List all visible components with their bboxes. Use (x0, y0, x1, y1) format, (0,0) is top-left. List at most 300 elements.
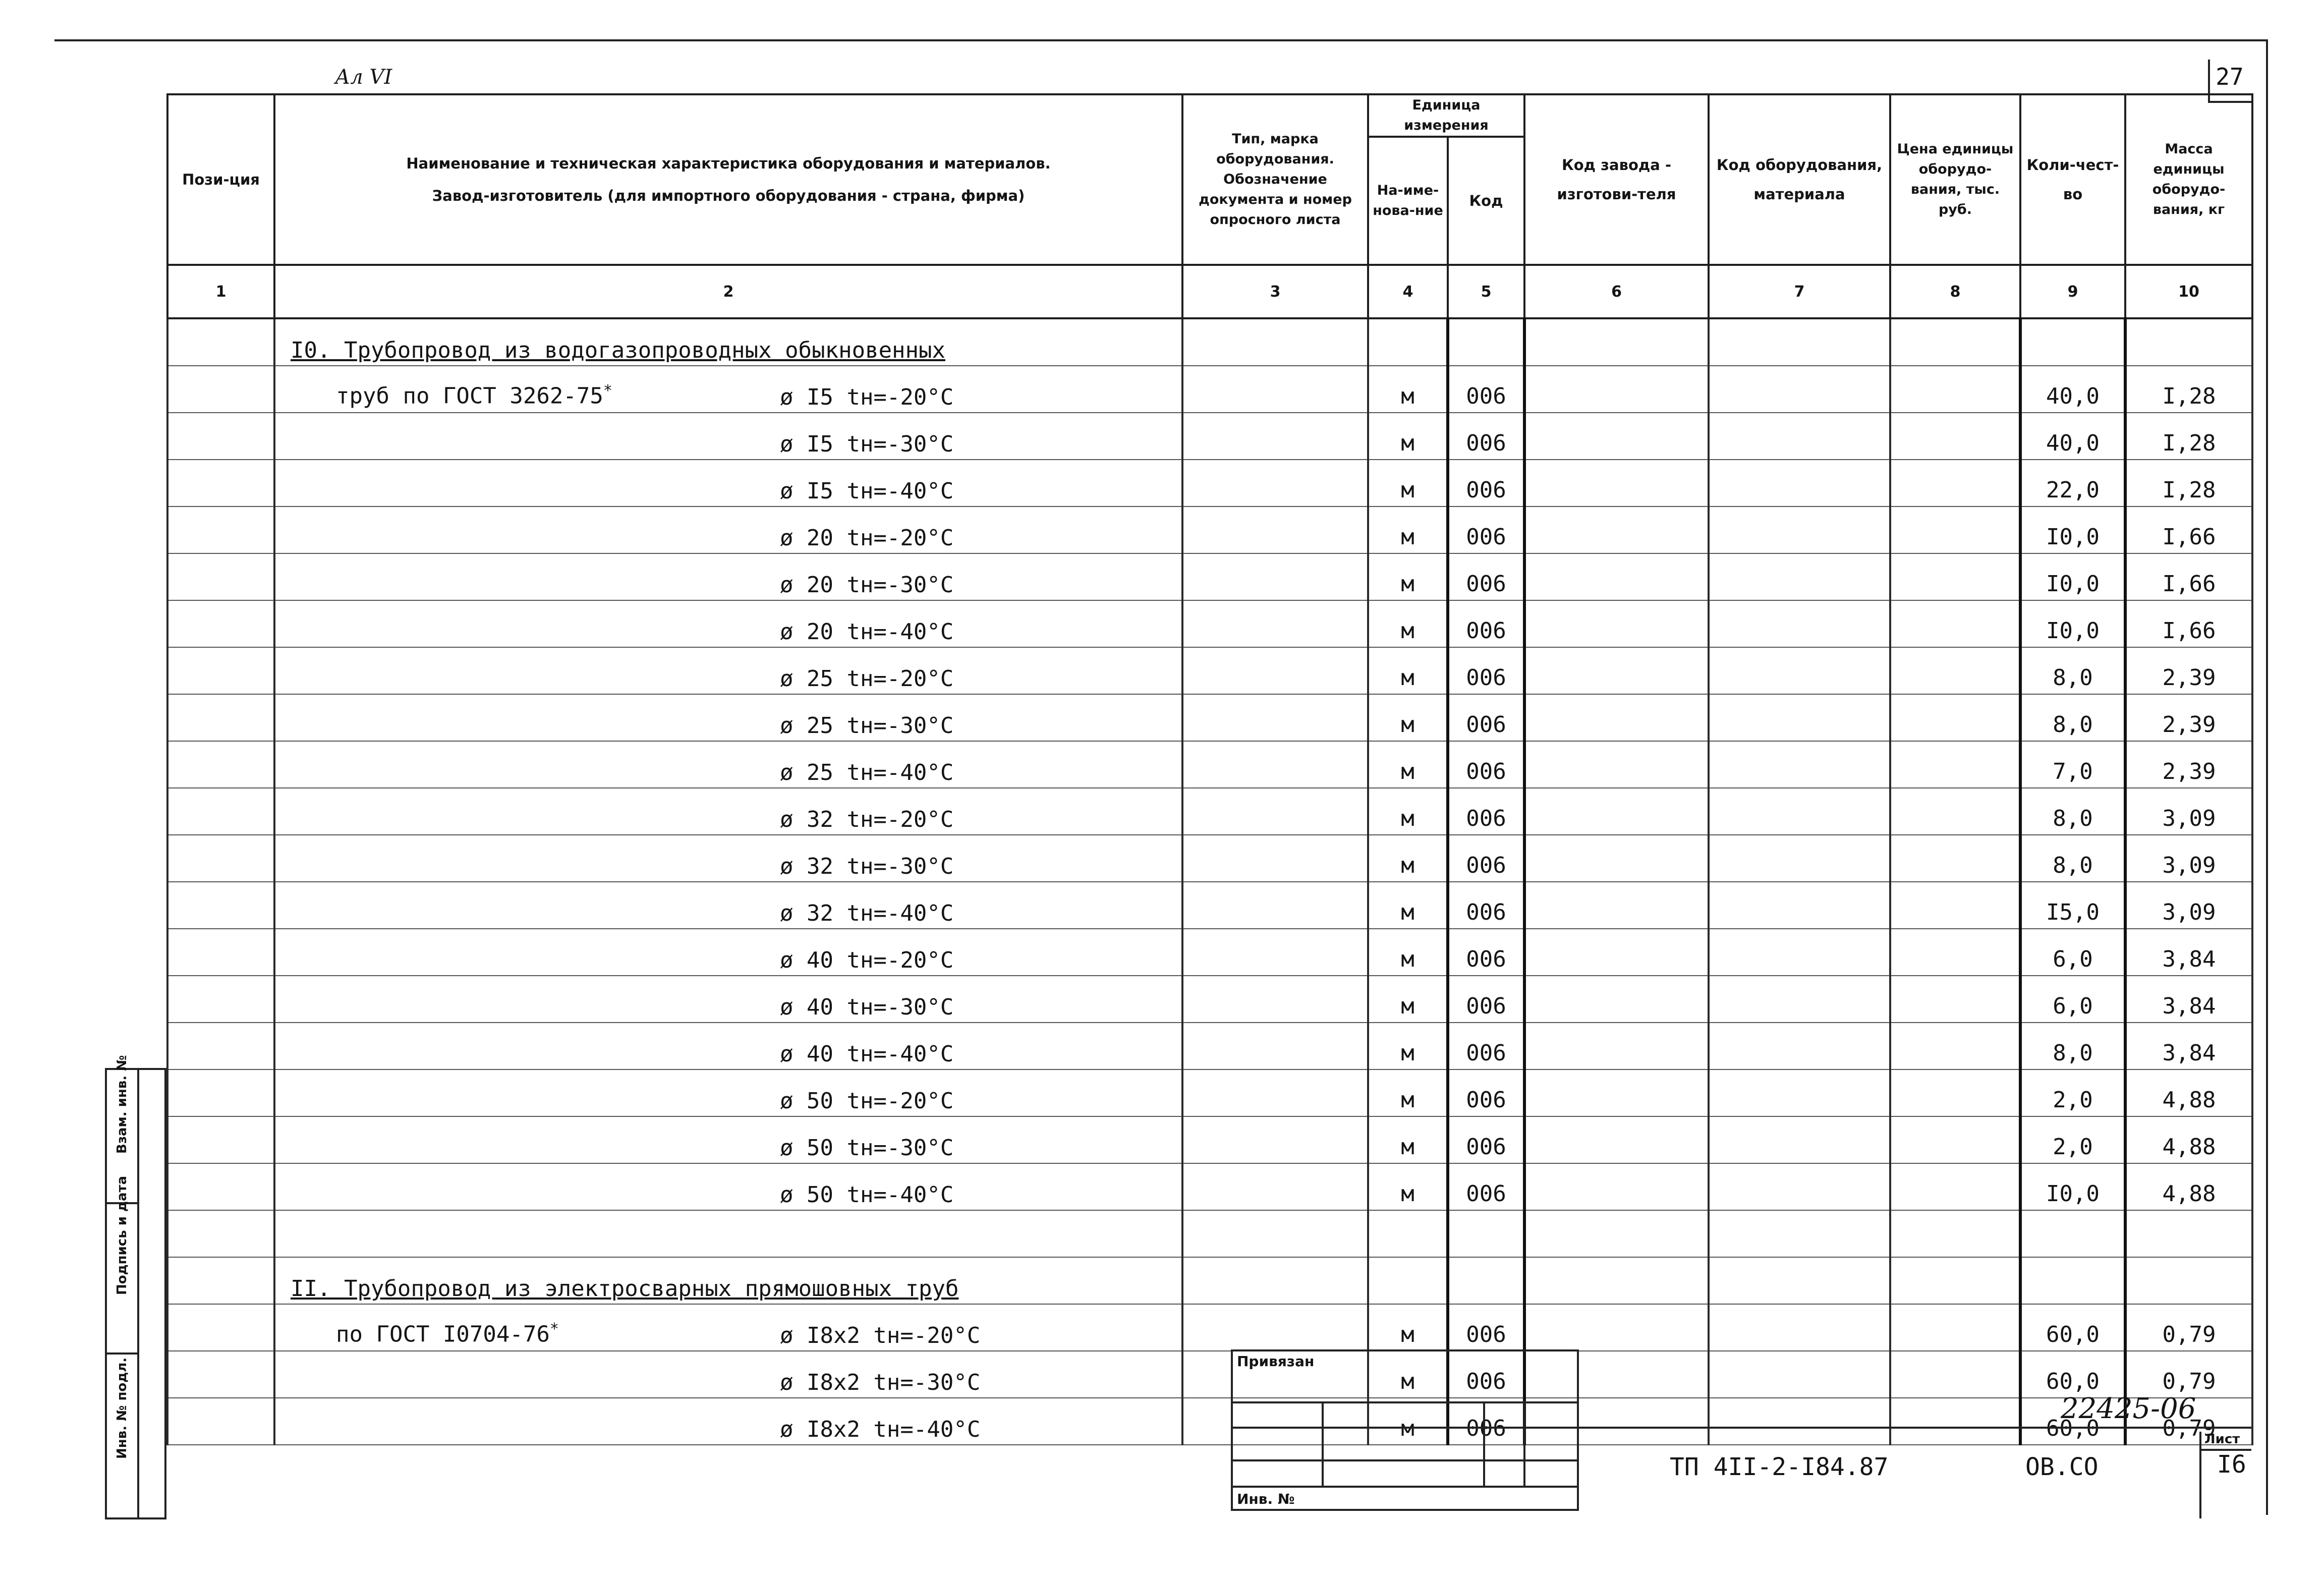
price-cell (1890, 835, 2020, 882)
section-title-wrap (275, 1258, 1181, 1304)
col-num: 4 (1368, 265, 1448, 318)
unit-cell: м (1368, 1069, 1448, 1116)
table-row (167, 1304, 2252, 1351)
pipe-spec: ø 20 tн=-30°C (780, 572, 954, 598)
quantity-cell: 60,0 (2020, 1351, 2125, 1398)
mass-cell: 3,09 (2125, 835, 2252, 882)
quantity-cell: I0,0 (2020, 553, 2125, 600)
position-cell (167, 694, 274, 741)
description-wrap (275, 1070, 1181, 1116)
quantity-cell: 60,0 (2020, 1304, 2125, 1351)
description-wrap (275, 1164, 1181, 1210)
position-cell (167, 318, 274, 366)
empty-cell (1524, 318, 1709, 366)
empty-cell (1448, 1210, 1524, 1257)
equipment-code-cell (1709, 1163, 1890, 1210)
unit-cell: м (1368, 929, 1448, 976)
equipment-code-cell (1709, 882, 1890, 929)
price-cell (1890, 506, 2020, 553)
pipe-spec: ø 25 tн=-20°C (780, 666, 954, 692)
type-cell (1182, 506, 1368, 553)
description-wrap (275, 882, 1181, 928)
position-cell (167, 647, 274, 694)
description-wrap (275, 1023, 1181, 1069)
unit-cell: м (1368, 1351, 1448, 1398)
equipment-code-cell (1709, 600, 1890, 647)
unit-code-cell: 006 (1448, 1023, 1524, 1069)
unit-cell: м (1368, 1163, 1448, 1210)
position-cell (167, 413, 274, 460)
price-cell (1890, 694, 2020, 741)
section-title: II. Трубопровод из электросварных прямошовных труб (291, 1276, 959, 1302)
unit-code-cell: 006 (1448, 460, 1524, 506)
price-cell (1890, 882, 2020, 929)
description-wrap (275, 695, 1181, 741)
description-wrap (275, 413, 1181, 459)
pipe-spec: ø 20 tн=-20°C (780, 525, 954, 551)
pipe-spec: ø 32 tн=-40°C (780, 900, 954, 926)
table-row (167, 506, 2252, 553)
type-cell (1182, 976, 1368, 1023)
inv-number-label: Инв. № (1237, 1491, 1295, 1507)
empty-cell (274, 1210, 1182, 1257)
description-cell (274, 929, 1182, 976)
mass-cell: 4,88 (2125, 1163, 2252, 1210)
empty-cell (1368, 1257, 1448, 1304)
col-num: 9 (2020, 265, 2125, 318)
position-cell (167, 1398, 274, 1445)
quantity-cell: 8,0 (2020, 647, 2125, 694)
equipment-code-cell (1709, 647, 1890, 694)
table-row (167, 882, 2252, 929)
description-wrap (275, 835, 1181, 881)
description-wrap (275, 601, 1181, 647)
equipment-code-cell (1709, 976, 1890, 1023)
mass-cell: 4,88 (2125, 1069, 2252, 1116)
type-cell (1182, 741, 1368, 788)
price-cell (1890, 366, 2020, 413)
price-cell (1890, 647, 2020, 694)
empty-cell (1182, 318, 1368, 366)
plant-code-cell (1524, 741, 1709, 788)
type-cell (1182, 366, 1368, 413)
mass-cell: 3,84 (2125, 976, 2252, 1023)
description-wrap (275, 366, 1181, 412)
col-num: 3 (1182, 265, 1368, 318)
table-row (167, 788, 2252, 835)
unit-code-cell: 006 (1448, 929, 1524, 976)
description-wrap (275, 1398, 1181, 1444)
empty-cell (2020, 1257, 2125, 1304)
unit-cell: м (1368, 506, 1448, 553)
price-cell (1890, 741, 2020, 788)
mass-cell: I,28 (2125, 460, 2252, 506)
table-row (167, 694, 2252, 741)
tb-line (1483, 1401, 1485, 1486)
plant-code-cell (1524, 1069, 1709, 1116)
spacer-row (167, 1210, 2252, 1257)
section-subtitle-text: труб по ГОСТ 3262-75 (336, 383, 603, 409)
unit-cell: м (1368, 1116, 1448, 1163)
empty-cell (167, 1210, 274, 1257)
mass-cell: I,28 (2125, 366, 2252, 413)
type-cell (1182, 1163, 1368, 1210)
unit-cell: м (1368, 647, 1448, 694)
description-cell (274, 835, 1182, 882)
unit-code-cell: 006 (1448, 647, 1524, 694)
price-cell (1890, 929, 2020, 976)
plant-code-cell (1524, 600, 1709, 647)
unit-code-cell: 006 (1448, 741, 1524, 788)
equipment-code-cell (1709, 1304, 1890, 1351)
table-row (167, 976, 2252, 1023)
unit-code-cell: 006 (1448, 835, 1524, 882)
section-subtitle (336, 382, 612, 409)
type-cell (1182, 929, 1368, 976)
pipe-spec: ø 25 tн=-40°C (780, 760, 954, 785)
document-suffix: ОВ.СО (2025, 1453, 2099, 1481)
description-cell (274, 1023, 1182, 1069)
description-cell (274, 647, 1182, 694)
empty-cell (1182, 1210, 1368, 1257)
position-cell (167, 1069, 274, 1116)
table-row (167, 1116, 2252, 1163)
plant-code-cell (1524, 788, 1709, 835)
plant-code-cell (1524, 553, 1709, 600)
plant-code-cell (1524, 882, 1709, 929)
table-row (167, 460, 2252, 506)
col-num: 8 (1890, 265, 2020, 318)
table-row (167, 1023, 2252, 1069)
plant-code-cell (1524, 1304, 1709, 1351)
col-num: 5 (1448, 265, 1524, 318)
plant-code-cell (1524, 506, 1709, 553)
plant-code-cell (1524, 366, 1709, 413)
plant-code-cell (1524, 647, 1709, 694)
header-quantity: Коли-чест-во (2020, 94, 2125, 265)
equipment-code-cell (1709, 506, 1890, 553)
position-cell (167, 1023, 274, 1069)
equipment-code-cell (1709, 1351, 1890, 1398)
unit-code-cell: 006 (1448, 553, 1524, 600)
empty-cell (2020, 318, 2125, 366)
price-cell (1890, 1023, 2020, 1069)
position-cell (167, 506, 274, 553)
empty-cell (1890, 1210, 2020, 1257)
column-number-row (167, 265, 2252, 318)
empty-cell (1448, 318, 1524, 366)
table-row (167, 1069, 2252, 1116)
price-cell (1890, 1116, 2020, 1163)
position-cell (167, 366, 274, 413)
position-cell (167, 835, 274, 882)
unit-cell: м (1368, 976, 1448, 1023)
top-note: Ал VI (335, 66, 392, 89)
price-cell (1890, 1163, 2020, 1210)
price-cell (1890, 553, 2020, 600)
type-cell (1182, 835, 1368, 882)
section-title: I0. Трубопровод из водогазопроводных обыкновенных (291, 337, 946, 363)
pipe-spec: ø 40 tн=-40°C (780, 1041, 954, 1067)
price-cell (1890, 600, 2020, 647)
empty-cell (1368, 318, 1448, 366)
header-row-top (167, 94, 2252, 137)
side-stamp-divider (107, 1352, 137, 1355)
unit-cell: м (1368, 1023, 1448, 1069)
type-cell (1182, 694, 1368, 741)
price-cell (1890, 1351, 2020, 1398)
description-cell (274, 1116, 1182, 1163)
quantity-cell: 8,0 (2020, 694, 2125, 741)
privyazan-label: Привязан (1237, 1353, 1315, 1370)
header-name-line1: Наименование и техническая характеристика оборудования и материалов. (406, 155, 1051, 172)
tb-line (1231, 1459, 1579, 1461)
plant-code-cell (1524, 1023, 1709, 1069)
description-cell (274, 1398, 1182, 1445)
header-name-line2: Завод-изготовитель (для импортного оборудования - страна, фирма) (432, 187, 1025, 204)
unit-code-cell: 006 (1448, 882, 1524, 929)
document-code: ТП 4II-2-I84.87 (1670, 1453, 1889, 1481)
description-wrap (275, 1305, 1181, 1350)
empty-cell (2125, 1210, 2252, 1257)
empty-cell (1182, 1257, 1368, 1304)
position-cell (167, 788, 274, 835)
unit-cell: м (1368, 788, 1448, 835)
asterisk-mark: * (603, 382, 612, 400)
pipe-spec: ø 32 tн=-30°C (780, 854, 954, 879)
empty-cell (2125, 318, 2252, 366)
description-cell (274, 882, 1182, 929)
section-subtitle-text: по ГОСТ I0704-76 (336, 1322, 550, 1347)
tb-line (1523, 1401, 1525, 1486)
plant-code-cell (1524, 1116, 1709, 1163)
position-cell (167, 553, 274, 600)
type-cell (1182, 788, 1368, 835)
quantity-cell: 8,0 (2020, 835, 2125, 882)
col-num: 2 (274, 265, 1182, 318)
mass-cell: I,66 (2125, 506, 2252, 553)
section-subtitle (336, 1320, 559, 1347)
plant-code-cell (1524, 976, 1709, 1023)
table-row (167, 835, 2252, 882)
header-mass: Масса единицы оборудо-вания, кг (2125, 94, 2252, 265)
description-wrap (275, 929, 1181, 975)
table-row (167, 553, 2252, 600)
header-unit-group: Единица измерения (1368, 94, 1524, 137)
unit-cell: м (1368, 882, 1448, 929)
handwritten-number: 22425-06 (2061, 1392, 2196, 1425)
plant-code-cell (1524, 694, 1709, 741)
equipment-code-cell (1709, 835, 1890, 882)
unit-cell: м (1368, 600, 1448, 647)
unit-code-cell: 006 (1448, 413, 1524, 460)
mass-cell: I,28 (2125, 413, 2252, 460)
position-cell (167, 1351, 274, 1398)
description-cell (274, 1163, 1182, 1210)
mass-cell: 2,39 (2125, 647, 2252, 694)
pipe-spec: ø I8x2 tн=-30°C (780, 1370, 981, 1395)
unit-code-cell: 006 (1448, 600, 1524, 647)
pipe-spec: ø 20 tн=-40°C (780, 619, 954, 645)
tb-line (1231, 1486, 1579, 1488)
pipe-spec: ø I8x2 tн=-40°C (780, 1417, 981, 1442)
empty-cell (1524, 1210, 1709, 1257)
tb-line (1322, 1401, 1324, 1486)
col-num: 7 (1709, 265, 1890, 318)
col-num: 6 (1524, 265, 1709, 318)
quantity-cell: I0,0 (2020, 1163, 2125, 1210)
unit-cell: м (1368, 1398, 1448, 1445)
unit-code-cell: 006 (1448, 366, 1524, 413)
header-name (274, 94, 1182, 265)
equipment-code-cell (1709, 1398, 1890, 1445)
mass-cell: 0,79 (2125, 1304, 2252, 1351)
type-cell (1182, 1023, 1368, 1069)
quantity-cell: 22,0 (2020, 460, 2125, 506)
quantity-cell: 6,0 (2020, 976, 2125, 1023)
price-cell (1890, 976, 2020, 1023)
description-cell (274, 1304, 1182, 1351)
mass-cell: I,66 (2125, 600, 2252, 647)
unit-code-cell: 006 (1448, 788, 1524, 835)
section-title-wrap (275, 319, 1181, 365)
plant-code-cell (1524, 929, 1709, 976)
description-wrap (275, 976, 1181, 1022)
description-wrap (275, 460, 1181, 506)
side-stamp-podpis: Подпись и дата (115, 1175, 130, 1295)
description-cell (274, 553, 1182, 600)
section-title-cell (274, 318, 1182, 366)
position-cell (167, 741, 274, 788)
equipment-code-cell (1709, 929, 1890, 976)
position-cell (167, 1163, 274, 1210)
price-cell (1890, 1069, 2020, 1116)
plant-code-cell (1524, 413, 1709, 460)
tb-line (1231, 1401, 1579, 1403)
price-cell (1890, 460, 2020, 506)
price-cell (1890, 788, 2020, 835)
table-row (167, 413, 2252, 460)
mass-cell: I,66 (2125, 553, 2252, 600)
quantity-cell: 2,0 (2020, 1116, 2125, 1163)
table-row (167, 600, 2252, 647)
type-cell (1182, 460, 1368, 506)
unit-code-cell: 006 (1448, 1116, 1524, 1163)
description-cell (274, 1069, 1182, 1116)
description-cell (274, 976, 1182, 1023)
tb-line (1579, 1427, 2251, 1429)
table-row (167, 1163, 2252, 1210)
equipment-code-cell (1709, 1023, 1890, 1069)
quantity-cell: 40,0 (2020, 366, 2125, 413)
col-num: 1 (167, 265, 274, 318)
description-cell (274, 1351, 1182, 1398)
description-cell (274, 366, 1182, 413)
empty-cell (1448, 1257, 1524, 1304)
position-cell (167, 600, 274, 647)
tb-line (1231, 1427, 1579, 1429)
equipment-code-cell (1709, 460, 1890, 506)
pipe-spec: ø 25 tн=-30°C (780, 713, 954, 739)
header-unit-name: На-име-нова-ние (1368, 137, 1448, 265)
pipe-spec: ø I5 tн=-20°C (780, 384, 954, 410)
unit-cell: м (1368, 460, 1448, 506)
unit-code-cell: 006 (1448, 694, 1524, 741)
pipe-spec: ø I5 tн=-30°C (780, 431, 954, 457)
empty-cell (1890, 1257, 2020, 1304)
side-stamp-inv: Инв. № подл. (115, 1357, 130, 1459)
empty-cell (1709, 1210, 1890, 1257)
mass-cell: 2,39 (2125, 741, 2252, 788)
table-row (167, 741, 2252, 788)
equipment-code-cell (1709, 694, 1890, 741)
table-row (167, 366, 2252, 413)
type-cell (1182, 1069, 1368, 1116)
position-cell (167, 882, 274, 929)
sheet-number: I6 (2217, 1450, 2246, 1479)
table-row (167, 1398, 2252, 1445)
empty-cell (1890, 318, 2020, 366)
equipment-code-cell (1709, 366, 1890, 413)
asterisk-mark: * (549, 1320, 559, 1338)
description-wrap (275, 742, 1181, 787)
price-cell (1890, 413, 2020, 460)
header-equipment-code: Код оборудования, материала (1709, 94, 1890, 265)
description-cell (274, 788, 1182, 835)
section-title-row (167, 318, 2252, 366)
type-cell (1182, 413, 1368, 460)
unit-cell: м (1368, 694, 1448, 741)
description-wrap (275, 554, 1181, 600)
quantity-cell: I5,0 (2020, 882, 2125, 929)
unit-code-cell: 006 (1448, 1304, 1524, 1351)
type-cell (1182, 882, 1368, 929)
quantity-cell: 2,0 (2020, 1069, 2125, 1116)
price-cell (1890, 1398, 2020, 1445)
unit-code-cell: 006 (1448, 1351, 1524, 1398)
header-plant-code: Код завода - изготови-теля (1524, 94, 1709, 265)
pipe-spec: ø I8x2 tн=-20°C (780, 1323, 981, 1348)
empty-cell (1709, 1257, 1890, 1304)
unit-code-cell: 006 (1448, 506, 1524, 553)
equipment-code-cell (1709, 1069, 1890, 1116)
quantity-cell: 40,0 (2020, 413, 2125, 460)
description-wrap (275, 1351, 1181, 1397)
mass-cell: 3,84 (2125, 929, 2252, 976)
position-cell (167, 1116, 274, 1163)
unit-cell: м (1368, 741, 1448, 788)
equipment-code-cell (1709, 788, 1890, 835)
plant-code-cell (1524, 1163, 1709, 1210)
equipment-code-cell (1709, 553, 1890, 600)
unit-cell: м (1368, 1304, 1448, 1351)
pipe-spec: ø 50 tн=-20°C (780, 1088, 954, 1114)
position-cell (167, 1304, 274, 1351)
equipment-code-cell (1709, 741, 1890, 788)
unit-code-cell: 006 (1448, 1398, 1524, 1445)
header-type: Тип, марка оборудования. Обозначение документа и номер опросного листа (1182, 94, 1368, 265)
empty-cell (1709, 318, 1890, 366)
pipe-spec: ø 40 tн=-20°C (780, 947, 954, 973)
section-title-cell (274, 1257, 1182, 1304)
type-cell (1182, 553, 1368, 600)
empty-cell (2125, 1257, 2252, 1304)
type-cell (1182, 600, 1368, 647)
description-cell (274, 460, 1182, 506)
position-cell (167, 460, 274, 506)
unit-cell: м (1368, 366, 1448, 413)
pipe-spec: ø 50 tн=-30°C (780, 1135, 954, 1161)
